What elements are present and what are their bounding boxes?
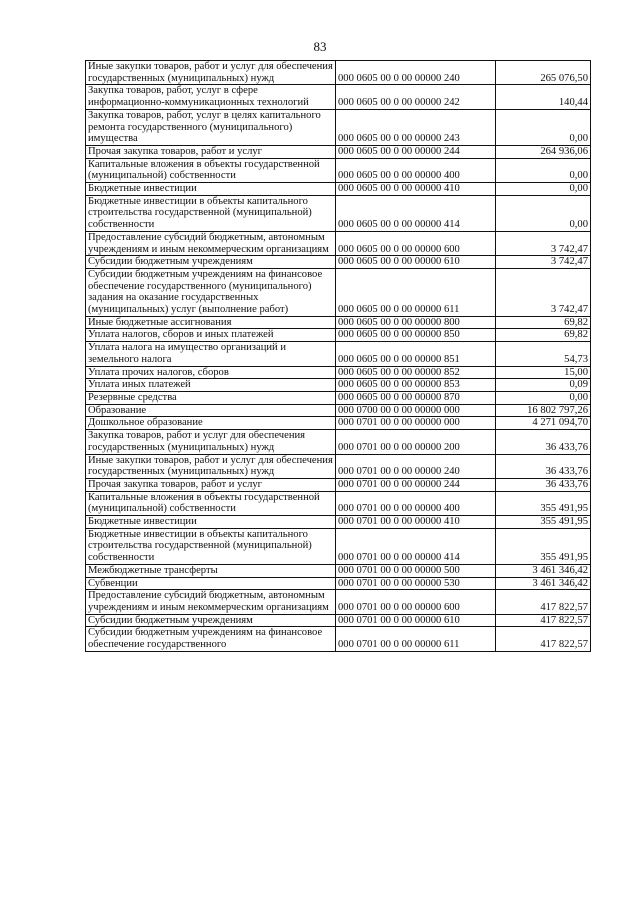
expense-name-cell: Уплата налогов, сборов и иных платежей — [86, 329, 336, 342]
amount-cell: 0,09 — [496, 379, 591, 392]
amount-cell: 36 433,76 — [496, 454, 591, 478]
expense-name-cell: Иные закупки товаров, работ и услуг для обеспечения государственных (муниципальных) нужд — [86, 61, 336, 85]
budget-code-cell: 000 0701 00 0 00 00000 240 — [336, 454, 496, 478]
budget-code-cell: 000 0700 00 0 00 00000 000 — [336, 404, 496, 417]
expense-name-cell: Закупка товаров, работ и услуг для обеспечения государственных (муниципальных) нужд — [86, 430, 336, 454]
amount-cell: 355 491,95 — [496, 528, 591, 564]
expense-name-cell: Бюджетные инвестиции — [86, 516, 336, 529]
table-row — [86, 256, 591, 269]
amount-cell: 4 271 094,70 — [496, 417, 591, 430]
expense-name-cell: Прочая закупка товаров, работ и услуг — [86, 145, 336, 158]
table-row — [86, 478, 591, 491]
expense-name-cell: Субсидии бюджетным учреждениям на финансовое обеспечение государственного — [86, 627, 336, 651]
table-row — [86, 417, 591, 430]
budget-code-cell: 000 0605 00 0 00 00000 850 — [336, 329, 496, 342]
table-row — [86, 430, 591, 454]
amount-cell: 3 742,47 — [496, 231, 591, 255]
expense-name-cell: Резервные средства — [86, 391, 336, 404]
expense-name-cell: Закупка товаров, работ, услуг в целях капитального ремонта государственного (муниципального) имущества — [86, 109, 336, 145]
table-row — [86, 614, 591, 627]
amount-cell: 0,00 — [496, 183, 591, 196]
budget-code-cell: 000 0605 00 0 00 00000 611 — [336, 268, 496, 316]
budget-code-cell: 000 0701 00 0 00 00000 500 — [336, 564, 496, 577]
budget-code-cell: 000 0605 00 0 00 00000 851 — [336, 342, 496, 366]
amount-cell: 140,44 — [496, 85, 591, 109]
expense-name-cell: Субвенции — [86, 577, 336, 590]
budget-code-cell: 000 0605 00 0 00 00000 600 — [336, 231, 496, 255]
amount-cell: 3 742,47 — [496, 268, 591, 316]
table-row — [86, 379, 591, 392]
budget-code-cell: 000 0605 00 0 00 00000 243 — [336, 109, 496, 145]
table-row — [86, 564, 591, 577]
budget-code-cell: 000 0605 00 0 00 00000 853 — [336, 379, 496, 392]
expense-name-cell: Субсидии бюджетным учреждениям — [86, 256, 336, 269]
table-row — [86, 404, 591, 417]
table-row — [86, 516, 591, 529]
amount-cell: 417 822,57 — [496, 627, 591, 651]
amount-cell: 3 461 346,42 — [496, 564, 591, 577]
table-row — [86, 329, 591, 342]
amount-cell: 0,00 — [496, 391, 591, 404]
amount-cell: 69,82 — [496, 329, 591, 342]
amount-cell: 355 491,95 — [496, 491, 591, 515]
expense-name-cell: Образование — [86, 404, 336, 417]
amount-cell: 15,00 — [496, 366, 591, 379]
amount-cell: 417 822,57 — [496, 590, 591, 614]
table-row — [86, 268, 591, 316]
amount-cell: 417 822,57 — [496, 614, 591, 627]
expense-name-cell: Уплата прочих налогов, сборов — [86, 366, 336, 379]
expense-name-cell: Предоставление субсидий бюджетным, автономным учреждениям и иным некоммерческим организациям — [86, 231, 336, 255]
table-row — [86, 528, 591, 564]
table-row — [86, 491, 591, 515]
expense-name-cell: Капитальные вложения в объекты государственной (муниципальной) собственности — [86, 158, 336, 182]
expense-name-cell: Предоставление субсидий бюджетным, автономным учреждениям и иным некоммерческим организациям — [86, 590, 336, 614]
amount-cell: 355 491,95 — [496, 516, 591, 529]
budget-code-cell: 000 0701 00 0 00 00000 610 — [336, 614, 496, 627]
budget-table — [85, 60, 591, 652]
expense-name-cell: Закупка товаров, работ, услуг в сфере информационно-коммуникационных технологий — [86, 85, 336, 109]
amount-cell: 265 076,50 — [496, 61, 591, 85]
expense-name-cell: Иные закупки товаров, работ и услуг для обеспечения государственных (муниципальных) нужд — [86, 454, 336, 478]
expense-name-cell: Прочая закупка товаров, работ и услуг — [86, 478, 336, 491]
budget-code-cell: 000 0701 00 0 00 00000 530 — [336, 577, 496, 590]
expense-name-cell: Дошкольное образование — [86, 417, 336, 430]
amount-cell: 16 802 797,26 — [496, 404, 591, 417]
expense-name-cell: Субсидии бюджетным учреждениям — [86, 614, 336, 627]
table-row — [86, 627, 591, 651]
amount-cell: 0,00 — [496, 109, 591, 145]
amount-cell: 0,00 — [496, 158, 591, 182]
table-row — [86, 454, 591, 478]
expense-name-cell: Иные бюджетные ассигнования — [86, 316, 336, 329]
budget-code-cell: 000 0605 00 0 00 00000 870 — [336, 391, 496, 404]
expense-name-cell: Бюджетные инвестиции — [86, 183, 336, 196]
expense-name-cell: Бюджетные инвестиции в объекты капитального строительства государственной (муниципальной) собственности — [86, 195, 336, 231]
page-number: 83 — [313, 39, 327, 54]
expense-name-cell: Уплата налога на имущество организаций и земельного налога — [86, 342, 336, 366]
expense-name-cell: Субсидии бюджетным учреждениям на финансовое обеспечение государственного (муниципального) задания на оказание государственных (муниципальных) услуг (выполнение работ) — [86, 268, 336, 316]
budget-code-cell: 000 0701 00 0 00 00000 611 — [336, 627, 496, 651]
table-row — [86, 590, 591, 614]
budget-code-cell: 000 0701 00 0 00 00000 244 — [336, 478, 496, 491]
table-row — [86, 391, 591, 404]
budget-code-cell: 000 0701 00 0 00 00000 414 — [336, 528, 496, 564]
amount-cell: 0,00 — [496, 195, 591, 231]
amount-cell: 36 433,76 — [496, 478, 591, 491]
budget-code-cell: 000 0605 00 0 00 00000 852 — [336, 366, 496, 379]
budget-code-cell: 000 0605 00 0 00 00000 244 — [336, 145, 496, 158]
table-row — [86, 109, 591, 145]
amount-cell: 54,73 — [496, 342, 591, 366]
budget-code-cell: 000 0701 00 0 00 00000 000 — [336, 417, 496, 430]
budget-code-cell: 000 0605 00 0 00 00000 414 — [336, 195, 496, 231]
expense-name-cell: Межбюджетные трансферты — [86, 564, 336, 577]
amount-cell: 69,82 — [496, 316, 591, 329]
budget-code-cell: 000 0701 00 0 00 00000 200 — [336, 430, 496, 454]
expense-name-cell: Капитальные вложения в объекты государственной (муниципальной) собственности — [86, 491, 336, 515]
table-row — [86, 316, 591, 329]
table-row — [86, 158, 591, 182]
table-row — [86, 231, 591, 255]
expense-name-cell: Уплата иных платежей — [86, 379, 336, 392]
table-row — [86, 195, 591, 231]
budget-code-cell: 000 0701 00 0 00 00000 600 — [336, 590, 496, 614]
budget-code-cell: 000 0701 00 0 00 00000 410 — [336, 516, 496, 529]
amount-cell: 36 433,76 — [496, 430, 591, 454]
table-row — [86, 342, 591, 366]
table-row — [86, 577, 591, 590]
budget-code-cell: 000 0605 00 0 00 00000 410 — [336, 183, 496, 196]
table-row — [86, 145, 591, 158]
table-row — [86, 85, 591, 109]
expense-name-cell: Бюджетные инвестиции в объекты капитального строительства государственной (муниципальной) собственности — [86, 528, 336, 564]
budget-code-cell: 000 0701 00 0 00 00000 400 — [336, 491, 496, 515]
table-row — [86, 366, 591, 379]
table-row — [86, 183, 591, 196]
budget-code-cell: 000 0605 00 0 00 00000 800 — [336, 316, 496, 329]
budget-code-cell: 000 0605 00 0 00 00000 610 — [336, 256, 496, 269]
amount-cell: 264 936,06 — [496, 145, 591, 158]
budget-table-body — [86, 61, 591, 652]
budget-code-cell: 000 0605 00 0 00 00000 240 — [336, 61, 496, 85]
table-row — [86, 61, 591, 85]
amount-cell: 3 742,47 — [496, 256, 591, 269]
budget-code-cell: 000 0605 00 0 00 00000 400 — [336, 158, 496, 182]
amount-cell: 3 461 346,42 — [496, 577, 591, 590]
budget-code-cell: 000 0605 00 0 00 00000 242 — [336, 85, 496, 109]
